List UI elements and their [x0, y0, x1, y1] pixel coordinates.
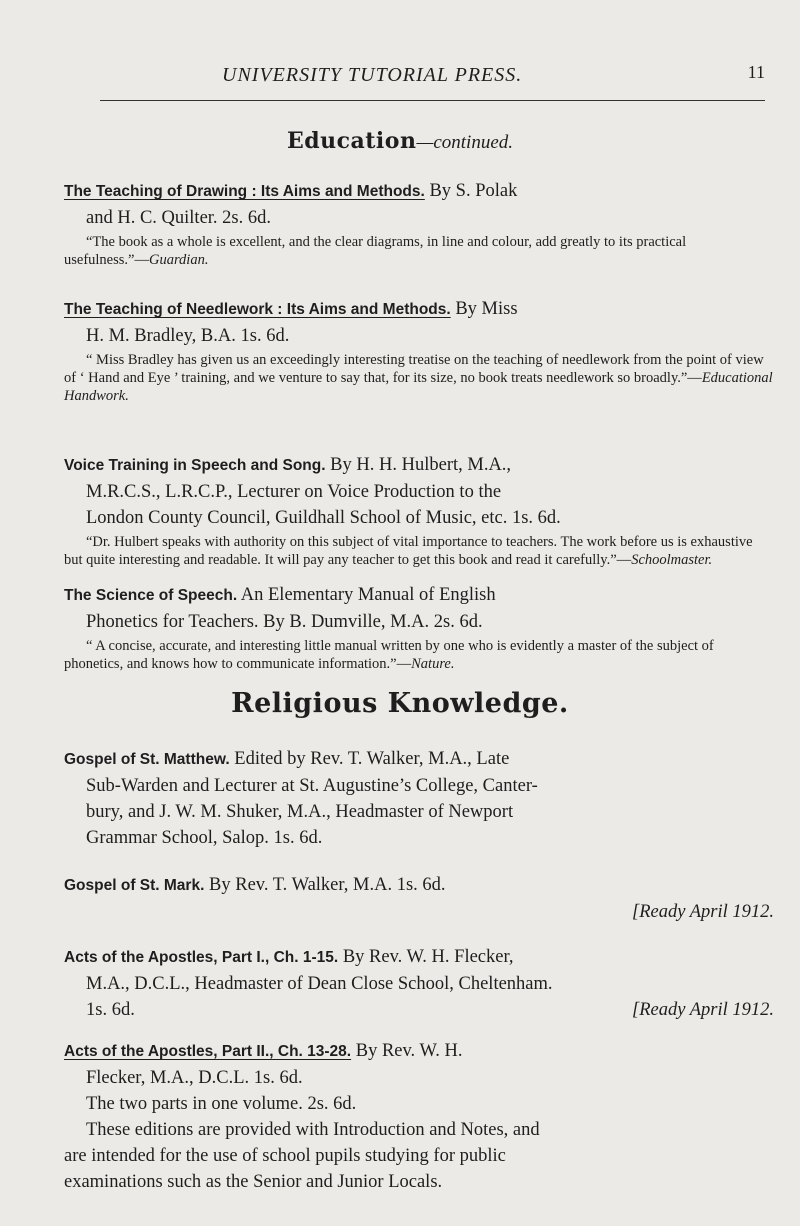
- entry-byline: By Rev. T. Walker, M.A. 1s. 6d.: [209, 875, 446, 895]
- entry-line: examinations such as the Senior and Junior Locals.: [64, 1172, 443, 1192]
- entry-title: Gospel of St. Mark.: [64, 877, 205, 894]
- entry-byline: By Rev. W. H. Flecker,: [342, 947, 514, 967]
- entry-title: Voice Training in Speech and Song.: [64, 457, 326, 474]
- entry-needlework: [64, 296, 774, 405]
- section-title: Education: [286, 128, 417, 154]
- ready-note: [Ready April 1912.: [632, 902, 774, 922]
- entry-title: Acts of the Apostles, Part II., Ch. 13-28.: [64, 1043, 352, 1060]
- entry-title: Acts of the Apostles, Part I., Ch. 1-15.: [64, 949, 339, 966]
- entry-line: M.A., D.C.L., Headmaster of Dean Close School, Cheltenham.: [86, 974, 553, 994]
- entry-drawing: [64, 178, 774, 269]
- page-header: [100, 58, 765, 101]
- entry-line: bury, and J. W. M. Shuker, M.A., Headmaster of Newport: [86, 802, 514, 822]
- entry-mark: [64, 872, 774, 925]
- review-quote: “The book as a whole is excellent, and the clear diagrams, in line and colour, add greatly to its practical usefulness.”—Guardian.: [64, 234, 687, 268]
- entry-line: These editions are provided with Introduction and Notes, and: [86, 1120, 540, 1140]
- entry-line: are intended for the use of school pupils studying for public: [64, 1146, 506, 1166]
- entry-line: and H. C. Quilter. 2s. 6d.: [86, 208, 271, 228]
- entry-line: Grammar School, Salop. 1s. 6d.: [86, 828, 323, 848]
- review-source: Schoolmaster.: [631, 552, 713, 568]
- entry-byline: By Miss: [455, 299, 518, 319]
- entry-byline: By Rev. W. H.: [355, 1041, 463, 1061]
- review-source: Educational Handwork.: [64, 370, 773, 404]
- entry-title: The Teaching of Drawing : Its Aims and Methods.: [64, 183, 425, 200]
- section-continued: —continued.: [416, 132, 514, 153]
- entry-acts-part-2: [64, 1038, 774, 1195]
- entry-line: London County Council, Guildhall School of Music, etc. 1s. 6d.: [86, 508, 561, 528]
- entry-voice-training: [64, 452, 774, 569]
- review-source: Nature.: [411, 656, 455, 672]
- entry-byline: By S. Polak: [429, 181, 518, 201]
- review-quote: “ A concise, accurate, and interesting little manual written by one who is evidently a master of the subject of phonetics, and knows how to communicate information.”—Nature.: [64, 638, 714, 672]
- entry-byline: Edited by Rev. T. Walker, M.A., Late: [234, 749, 510, 769]
- entry-title: The Science of Speech.: [64, 587, 238, 604]
- review-source: Guardian.: [148, 252, 209, 268]
- entry-matthew: [64, 746, 774, 851]
- review-quote: “Dr. Hulbert speaks with authority on this subject of vital importance to teachers. The work before us is exhaustive but quite interesting and readable. It will pay any teacher to get this book and read it carefully.”—Schoolmaster.: [64, 534, 753, 568]
- entry-acts-part-1: [64, 944, 774, 1023]
- entry-line: H. M. Bradley, B.A. 1s. 6d.: [86, 326, 290, 346]
- review-quote: “ Miss Bradley has given us an exceedingly interesting treatise on the teaching of needlework from the point of view of ‘ Hand and Eye ’ training, and we venture to say that, for its size, no book treats needlework so broadly.”—Educational Handwork.: [64, 352, 773, 404]
- entry-byline: An Elementary Manual of English: [240, 585, 496, 605]
- section-heading: [0, 128, 800, 154]
- ready-note: [Ready April 1912.: [632, 1000, 774, 1020]
- entry-title: Gospel of St. Matthew.: [64, 751, 230, 768]
- entry-price: 1s. 6d.: [86, 1000, 135, 1020]
- entry-title: The Teaching of Needlework : Its Aims and Methods.: [64, 301, 451, 318]
- religious-knowledge-heading: Religious Knowledge.: [231, 688, 569, 719]
- entry-line: Phonetics for Teachers. By B. Dumville, M.A. 2s. 6d.: [86, 612, 483, 632]
- entry-byline: By H. H. Hulbert, M.A.,: [330, 455, 512, 475]
- entry-line: Sub-Warden and Lecturer at St. Augustine’s College, Canter-: [86, 776, 538, 796]
- running-title: UNIVERSITY TUTORIAL PRESS.: [222, 64, 523, 86]
- entry-line: M.R.C.S., L.R.C.P., Lecturer on Voice Production to the: [86, 482, 502, 502]
- entry-line: Flecker, M.A., D.C.L. 1s. 6d.: [86, 1068, 303, 1088]
- entry-science-of-speech: [64, 582, 774, 673]
- entry-line: The two parts in one volume. 2s. 6d.: [86, 1094, 357, 1114]
- page-number: 11: [747, 62, 765, 82]
